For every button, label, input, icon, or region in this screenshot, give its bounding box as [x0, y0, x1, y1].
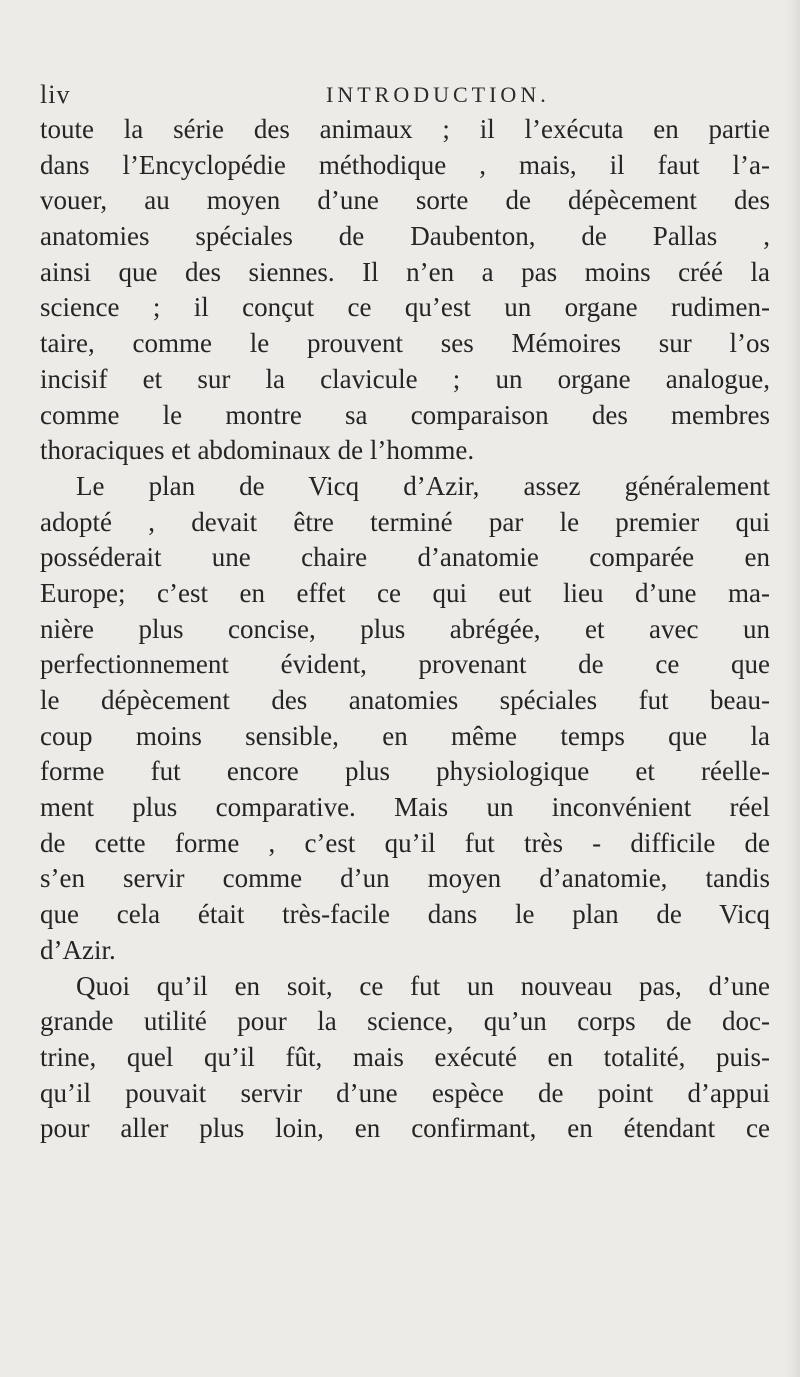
text-line: pour aller plus loin, en confirmant, en étendant ce — [40, 1113, 770, 1144]
text-line: que cela était très-facile dans le plan de Vicq — [40, 899, 770, 930]
text-line: grande utilité pour la science, qu’un corps de doc- — [40, 1006, 770, 1037]
text-line: le dépècement des anatomies spéciales fut beau- — [40, 685, 770, 715]
text-line: coup moins sensible, en même temps que la — [40, 720, 770, 751]
text-line: adopté , devait être terminé par le premier qui — [40, 506, 770, 537]
text-line: d’Azir. — [40, 934, 116, 965]
text-line: Europe; c’est en effet ce qui eut lieu d’une ma- — [40, 577, 770, 608]
text-line: forme fut encore plus physiologique et réelle- — [40, 756, 770, 787]
text-line: posséderait une chaire d’anatomie comparée en — [40, 542, 770, 573]
text-line: qu’il pouvait servir d’une espèce de point d’appui — [40, 1077, 770, 1108]
text-line: incisif et sur la clavicule ; un organe analogue, — [40, 363, 770, 394]
page-edge-shadow — [786, 0, 800, 1377]
text-line: nière plus concise, plus abrégée, et avec un — [40, 613, 770, 644]
page-number: liv — [40, 80, 71, 109]
running-head — [40, 80, 760, 116]
running-title: INTRODUCTION. — [326, 82, 550, 107]
text-line: s’en servir comme d’un moyen d’anatomie, tandis — [40, 863, 770, 894]
text-line: vouer, au moyen d’une sorte de dépècement des — [40, 185, 770, 216]
text-line: taire, comme le prouvent ses Mémoires sur l’os — [40, 328, 770, 359]
text-line: Le plan de Vicq d’Azir, assez généralement — [76, 470, 770, 501]
text-line: thoraciques et abdominaux de l’homme. — [40, 435, 475, 466]
body-text — [40, 112, 770, 1147]
text-line: science ; il conçut ce qu’est un organe rudimen- — [40, 292, 770, 323]
text-line: Quoi qu’il en soit, ce fut un nouveau pas, d’une — [76, 970, 770, 1001]
text-line: comme le montre sa comparaison des membres — [40, 399, 770, 430]
text-line: anatomies spéciales de Daubenton, de Pallas , — [40, 221, 770, 252]
text-line: toute la série des animaux ; il l’exécuta en partie — [40, 114, 770, 144]
text-line: de cette forme , c’est qu’il fut très - difficile de — [40, 827, 770, 858]
text-line: trine, quel qu’il fût, mais exécuté en totalité, puis- — [40, 1041, 770, 1072]
text-line: ainsi que des siennes. Il n’en a pas moins créé la — [40, 256, 770, 287]
text-line: perfectionnement évident, provenant de ce que — [40, 649, 770, 680]
text-line: dans l’Encyclopédie méthodique , mais, il faut l’a- — [40, 149, 770, 180]
text-line: ment plus comparative. Mais un inconvénient réel — [40, 792, 770, 823]
